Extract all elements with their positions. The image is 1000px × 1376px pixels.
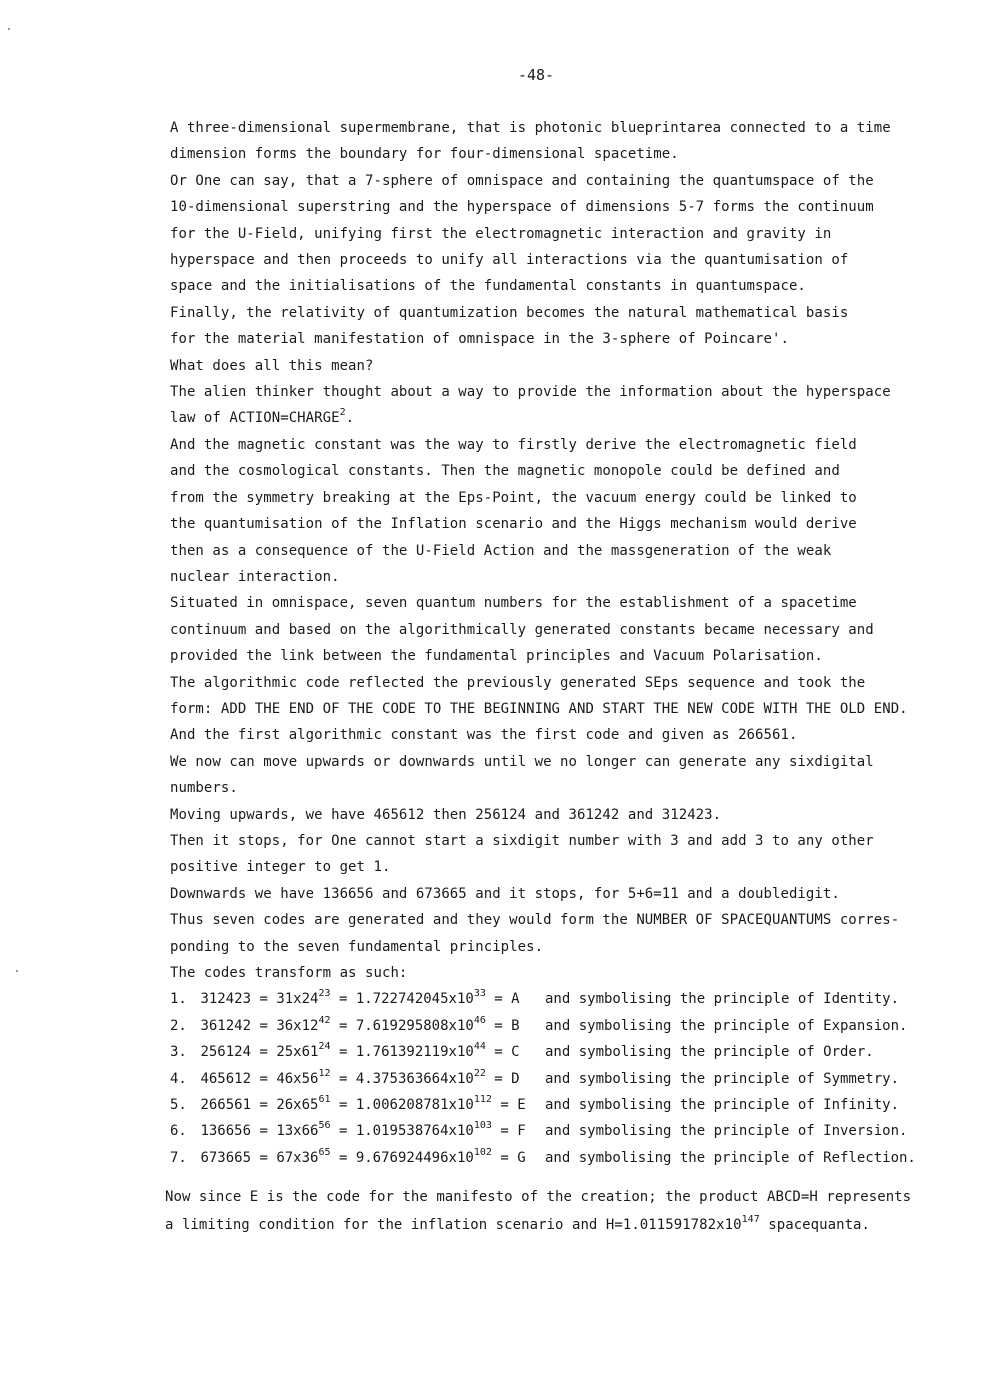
code-result-exponent: 103 xyxy=(473,1120,492,1132)
code-result-exponent: 44 xyxy=(473,1041,486,1053)
code-result-exponent: 22 xyxy=(473,1067,486,1079)
code-result: 7.619295808x10 xyxy=(355,1017,474,1034)
code-base: 67x36 xyxy=(276,1149,319,1166)
code-result: 1.761392119x10 xyxy=(355,1044,474,1061)
code-value: 136656 xyxy=(200,1123,252,1140)
text-line: hyperspace and then proceeds to unify all interactions via the quantumisation of xyxy=(170,252,849,269)
closing-line-2-text: a limiting condition for the inflation scenario and H=1.011591782x10 xyxy=(165,1217,742,1233)
code-row xyxy=(170,986,930,1012)
text-line: from the symmetry breaking at the Eps-Point, the vacuum energy could be linked to xyxy=(170,489,857,506)
text-line: ponding to the seven fundamental principles. xyxy=(170,938,544,955)
code-equation: $673665 = 67x36^{65} = 9.676924496x10^{102} = G$ xyxy=(200,1146,526,1166)
text-line: positive integer to get 1. xyxy=(170,859,391,876)
code-base: 36x12 xyxy=(276,1017,319,1034)
text-line: numbers. xyxy=(170,780,238,797)
text-line: the quantumisation of the Inflation scenario and the Higgs mechanism would derive xyxy=(170,516,857,533)
closing-paragraph xyxy=(165,1183,945,1239)
text-line: Moving upwards, we have 465612 then 256124 and 361242 and 312423. xyxy=(170,806,722,823)
code-number: 3. xyxy=(170,1044,187,1061)
code-result-exponent: 33 xyxy=(473,988,486,1000)
code-equation: $266561 = 26x65^{61} = 1.006208781x10^{112} = E$ xyxy=(200,1094,526,1114)
text-line: What does all this mean? xyxy=(170,357,374,374)
page-number: -48- xyxy=(517,66,555,84)
text-line: continuum and based on the algorithmically generated constants became necessary and xyxy=(170,621,874,638)
code-result: 1.006208781x10 xyxy=(355,1097,474,1114)
code-number: 6. xyxy=(170,1123,187,1140)
action-charge-line xyxy=(170,405,930,431)
code-number: 2. xyxy=(170,1017,187,1034)
text-line: space and the initialisations of the fundamental constants in quantumspace. xyxy=(170,278,806,295)
closing-line-1: Now since E is the code for the manifesto of the creation; the product ABCD=H represents xyxy=(165,1189,912,1205)
code-number: 7. xyxy=(170,1149,187,1166)
text-line: And the first algorithmic constant was the first code and given as 266561. xyxy=(170,727,798,744)
code-description: and symbolising the principle of Symmetry. xyxy=(545,1070,900,1087)
code-letter: F xyxy=(517,1123,526,1140)
paragraph-block-1 xyxy=(170,115,930,405)
text-line: Downwards we have 136656 and 673665 and it stops, for 5+6=11 and a doubledigit. xyxy=(170,885,840,902)
code-description: and symbolising the principle of Identity. xyxy=(545,991,900,1008)
code-description: and symbolising the principle of Inversion. xyxy=(545,1123,908,1140)
closing-line-2-tail: spacequanta. xyxy=(759,1217,871,1233)
code-number: 5. xyxy=(170,1097,187,1114)
code-description: and symbolising the principle of Reflection. xyxy=(545,1149,916,1166)
text-line: provided the link between the fundamental principles and Vacuum Polarisation. xyxy=(170,648,823,665)
code-base: 46x56 xyxy=(276,1070,319,1087)
codes-list xyxy=(170,986,930,1171)
code-equation: $465612 = 46x56^{12} = 4.375363664x10^{22} = D$ xyxy=(200,1067,520,1087)
code-value: 361242 xyxy=(200,1017,252,1034)
text-line: nuclear interaction. xyxy=(170,568,340,585)
text-line: Then it stops, for One cannot start a sixdigit number with 3 and add 3 to any other xyxy=(170,832,874,849)
text-line: A three-dimensional supermembrane, that is photonic blueprintarea connected to a time xyxy=(170,120,891,136)
closing-line-2 xyxy=(165,1211,945,1239)
code-result-exponent: 102 xyxy=(473,1146,492,1158)
text-line: for the U-Field, unifying first the electromagnetic interaction and gravity in xyxy=(170,225,832,242)
code-result: 1.722742045x10 xyxy=(355,991,474,1008)
text-line: The algorithmic code reflected the previously generated SEps sequence and took the xyxy=(170,674,866,691)
text-line: The alien thinker thought about a way to provide the information about the hyperspace xyxy=(170,384,891,401)
code-value: 465612 xyxy=(200,1070,252,1087)
code-exponent: 56 xyxy=(318,1120,331,1132)
action-charge-exponent: 2 xyxy=(339,407,346,419)
code-row xyxy=(170,1092,930,1118)
code-equation: $361242 = 36x12^{42} = 7.619295808x10^{46} = B$ xyxy=(200,1014,520,1034)
text-line: Thus seven codes are generated and they would form the NUMBER OF SPACEQUANTUMS corres- xyxy=(170,912,900,929)
code-value: 673665 xyxy=(200,1149,252,1166)
code-result: 9.676924496x10 xyxy=(355,1149,474,1166)
code-exponent: 42 xyxy=(318,1014,331,1026)
code-letter: E xyxy=(517,1097,526,1114)
code-result: 1.019538764x10 xyxy=(355,1123,474,1140)
closing-exponent: 147 xyxy=(741,1214,760,1225)
code-description: and symbolising the principle of Expansion. xyxy=(545,1017,908,1034)
code-letter: A xyxy=(511,991,520,1008)
code-value: 256124 xyxy=(200,1044,252,1061)
scan-speck xyxy=(8,28,10,30)
text-line: 10-dimensional superstring and the hyperspace of dimensions 5-7 forms the continuum xyxy=(170,199,874,216)
code-description: and symbolising the principle of Order. xyxy=(545,1044,874,1061)
code-equation: $256124 = 25x61^{24} = 1.761392119x10^{44} = C$ xyxy=(200,1041,520,1061)
code-value: 266561 xyxy=(200,1097,252,1114)
text-line: And the magnetic constant was the way to firstly derive the electromagnetic field xyxy=(170,436,857,453)
code-base: 25x61 xyxy=(276,1044,319,1061)
code-exponent: 65 xyxy=(318,1146,331,1158)
text-line: We now can move upwards or downwards until we no longer can generate any sixdigital xyxy=(170,753,874,770)
code-letter: B xyxy=(511,1017,520,1034)
code-value: 312423 xyxy=(200,991,252,1008)
code-base: 26x65 xyxy=(276,1097,319,1114)
code-number: 4. xyxy=(170,1070,187,1087)
code-number: 1. xyxy=(170,991,187,1008)
code-letter: G xyxy=(517,1149,526,1166)
code-letter: D xyxy=(511,1070,520,1087)
text-line: and the cosmological constants. Then the magnetic monopole could be defined and xyxy=(170,463,840,480)
code-row xyxy=(170,1118,930,1144)
code-result: 4.375363664x10 xyxy=(355,1070,474,1087)
code-base: 31x24 xyxy=(276,991,319,1008)
code-equation: $312423 = 31x24^{23} = 1.722742045x10^{33} = A$ xyxy=(200,988,520,1008)
code-exponent: 61 xyxy=(318,1094,331,1106)
scan-speck xyxy=(16,970,18,972)
code-exponent: 23 xyxy=(318,988,331,1000)
action-charge-tail: . xyxy=(345,410,355,427)
text-line: Finally, the relativity of quantumization becomes the natural mathematical basis xyxy=(170,304,849,321)
code-row xyxy=(170,1039,930,1065)
text-line: form: ADD THE END OF THE CODE TO THE BEGINNING AND START THE NEW CODE WITH THE OLD END. xyxy=(170,700,908,717)
code-exponent: 12 xyxy=(318,1067,331,1079)
code-result-exponent: 112 xyxy=(473,1094,492,1106)
text-line: then as a consequence of the U-Field Action and the massgeneration of the weak xyxy=(170,542,832,559)
action-charge-text: law of ACTION=CHARGE xyxy=(170,410,340,427)
code-base: 13x66 xyxy=(276,1123,319,1140)
paragraph-block-2 xyxy=(170,432,930,987)
code-row xyxy=(170,1066,930,1092)
code-equation: $136656 = 13x66^{56} = 1.019538764x10^{103} = F$ xyxy=(200,1120,526,1140)
text-line: The codes transform as such: xyxy=(170,965,408,981)
code-row xyxy=(170,1145,930,1171)
code-exponent: 24 xyxy=(318,1041,331,1053)
text-line: Situated in omnispace, seven quantum numbers for the establishment of a spacetime xyxy=(170,595,857,612)
text-line: for the material manifestation of omnispace in the 3-sphere of Poincare'. xyxy=(170,331,789,348)
document-body xyxy=(170,115,930,1171)
code-description: and symbolising the principle of Infinity. xyxy=(545,1097,900,1114)
code-result-exponent: 46 xyxy=(473,1014,486,1026)
text-line: dimension forms the boundary for four-dimensional spacetime. xyxy=(170,146,679,163)
code-row xyxy=(170,1013,930,1039)
text-line: Or One can say, that a 7-sphere of omnispace and containing the quantumspace of the xyxy=(170,172,874,189)
code-letter: C xyxy=(511,1044,520,1061)
